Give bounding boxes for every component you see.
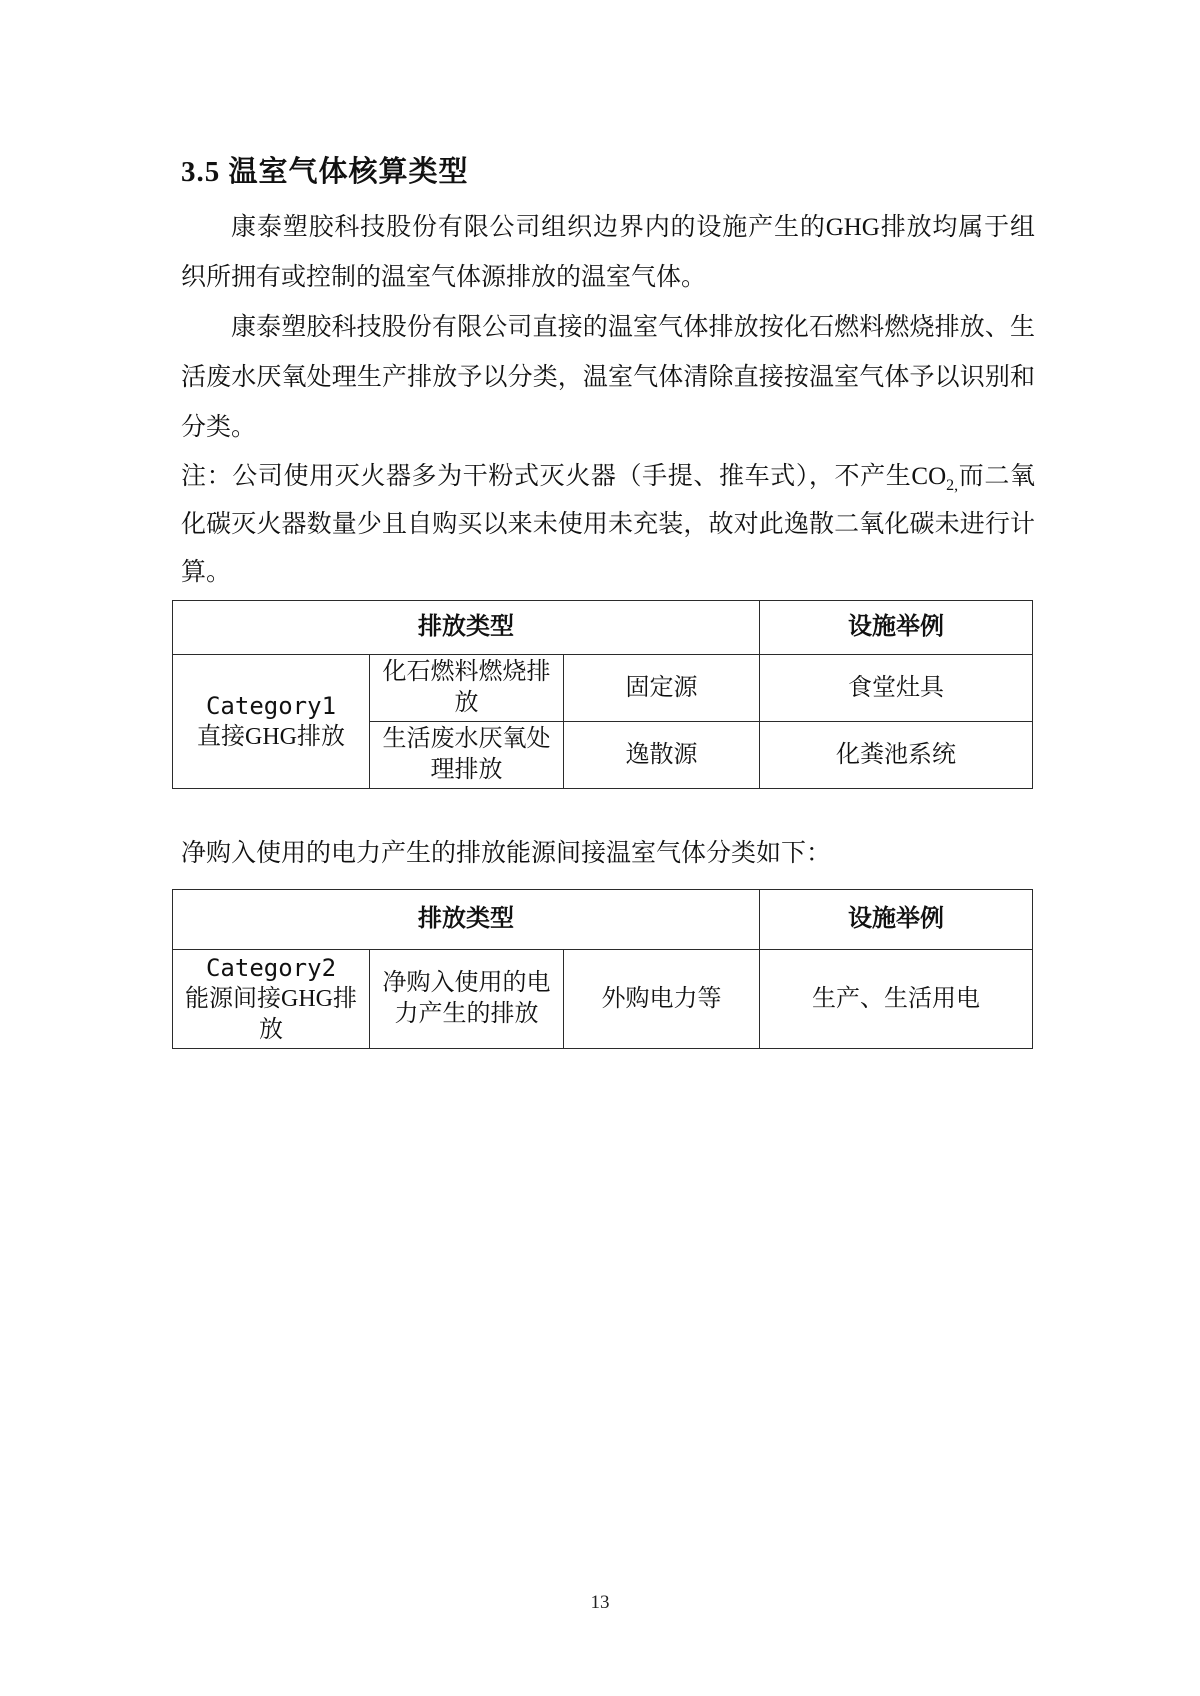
section-heading: 3.5 温室气体核算类型 — [181, 156, 469, 188]
table1-category-cell — [173, 655, 370, 789]
table1-header-row — [173, 601, 1033, 655]
page-number: 13 — [590, 1592, 610, 1613]
table1-row1-facility-cell: 食堂灶具 — [760, 655, 1033, 722]
direct-ghg-table — [172, 600, 1033, 789]
table1-row2-facility-cell: 化粪池系统 — [760, 722, 1033, 789]
between-tables-text: 净购入使用的电力产生的排放能源间接温室气体分类如下： — [181, 840, 832, 867]
table2-emission-cell: 净购入使用的电力产生的排放 — [370, 950, 564, 1049]
table1-header-emission-type: 排放类型 — [173, 601, 760, 655]
table1-row1-source-type-cell: 固定源 — [564, 655, 760, 722]
table2-category-cell — [173, 950, 370, 1049]
category1-sublabel: 直接GHG排放 — [197, 723, 345, 750]
paragraph-direct-emission-classification: 康泰塑胶科技股份有限公司直接的温室气体排放按化石燃料燃烧排放、生活废水厌氧处理生产排放予以分类，温室气体清除直接按温室气体予以识别和分类。 — [181, 314, 1035, 441]
paragraph-organization-boundary: 康泰塑胶科技股份有限公司组织边界内的设施产生的GHG排放均属于组织所拥有或控制的温室气体源排放的温室气体。 — [181, 214, 1035, 291]
note-text-prefix: 注：公司使用灭火器多为干粉式灭火器（手提、推车式），不产生CO — [181, 463, 947, 490]
category2-sublabel: 能源间接GHG排放 — [185, 985, 357, 1043]
table1-row-fossil-fuel — [173, 655, 1033, 722]
table1-row2-emission-cell: 生活废水厌氧处理排放 — [370, 722, 564, 789]
energy-indirect-ghg-table — [172, 889, 1033, 1049]
table1-header-facility-example: 设施举例 — [760, 601, 1033, 655]
table2-row-purchased-electricity — [173, 950, 1033, 1049]
table1-row1-emission-cell: 化石燃料燃烧排放 — [370, 655, 564, 722]
category1-label: Category1 — [205, 691, 337, 720]
category2-label: Category2 — [205, 953, 337, 982]
body-text — [181, 203, 1035, 597]
note-text-suffix: 而二氧化碳灭火器数量少且自购买以来未使用未充装，故对此逸散二氧化碳未进行计算。 — [181, 463, 1035, 586]
table2-header-facility-example: 设施举例 — [760, 890, 1033, 950]
table2-source-type-cell: 外购电力等 — [564, 950, 760, 1049]
note-paragraph — [181, 453, 1035, 597]
table2-facility-cell: 生产、生活用电 — [760, 950, 1033, 1049]
table2-header-emission-type: 排放类型 — [173, 890, 760, 950]
table2-header-row — [173, 890, 1033, 950]
co2-subscript: 2, — [946, 477, 959, 494]
table1-row2-source-type-cell: 逸散源 — [564, 722, 760, 789]
